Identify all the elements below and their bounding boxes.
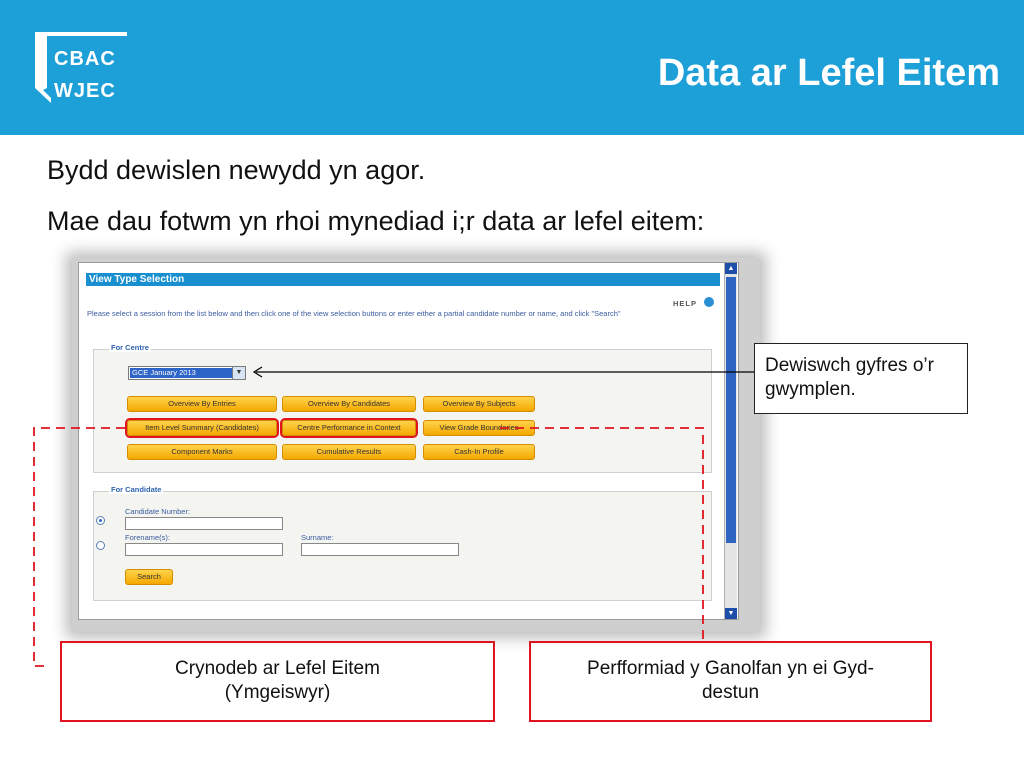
forenames-label: Forename(s): bbox=[125, 533, 171, 542]
search-button[interactable]: Search bbox=[125, 569, 173, 585]
centre-perf-dashed-line bbox=[500, 428, 703, 640]
overview-by-candidates-button[interactable]: Overview By Candidates bbox=[282, 396, 416, 412]
help-label[interactable]: HELP bbox=[673, 299, 698, 308]
centre-performance-button[interactable]: Centre Performance in Context bbox=[282, 420, 416, 436]
instructions-text: Please select a session from the list below and then click one of the view selection buttons or enter either a partial candidate number or name, and click "Search" bbox=[87, 309, 621, 318]
overview-by-entries-button[interactable]: Overview By Entries bbox=[127, 396, 277, 412]
chevron-down-icon[interactable]: ▼ bbox=[232, 367, 245, 379]
for-candidate-legend: For Candidate bbox=[111, 485, 162, 494]
slide-title: Data ar Lefel Eitem bbox=[657, 52, 1000, 94]
dropdown-callout: Dewiswch gyfres o’r gwymplen. bbox=[754, 343, 968, 414]
session-select-value: GCE January 2013 bbox=[130, 368, 232, 378]
overview-by-subjects-button[interactable]: Overview By Subjects bbox=[423, 396, 535, 412]
component-marks-button[interactable]: Component Marks bbox=[127, 444, 277, 460]
cumulative-results-button[interactable]: Cumulative Results bbox=[282, 444, 416, 460]
bullet-2: Mae dau fotwm yn rhoi mynediad i;r data ar lefel eitem: bbox=[47, 206, 705, 236]
centre-perf-callout: Perfformiad y Ganolfan yn ei Gyd-destun bbox=[529, 641, 932, 722]
view-grade-boundaries-button[interactable]: View Grade Boundaries bbox=[423, 420, 535, 436]
surname-label: Surname: bbox=[301, 533, 334, 542]
item-level-summary-button[interactable]: Item Level Summary (Candidates) bbox=[127, 420, 277, 436]
logo-text-wjec: WJEC bbox=[54, 80, 116, 102]
cash-in-profile-button[interactable]: Cash-In Profile bbox=[423, 444, 535, 460]
item-level-callout: Crynodeb ar Lefel Eitem (Ymgeiswyr) bbox=[60, 641, 495, 722]
item-level-dashed-line bbox=[34, 428, 125, 666]
view-type-selection-title: View Type Selection bbox=[86, 273, 720, 286]
scroll-down-icon[interactable]: ▼ bbox=[725, 608, 737, 619]
bullet-1: Bydd dewislen newydd yn agor. bbox=[47, 155, 426, 185]
scroll-up-icon[interactable]: ▲ bbox=[725, 263, 737, 274]
candidate-number-label: Candidate Number: bbox=[125, 507, 191, 516]
logo-text-cbac: CBAC bbox=[54, 48, 116, 70]
for-centre-legend: For Centre bbox=[111, 343, 149, 352]
